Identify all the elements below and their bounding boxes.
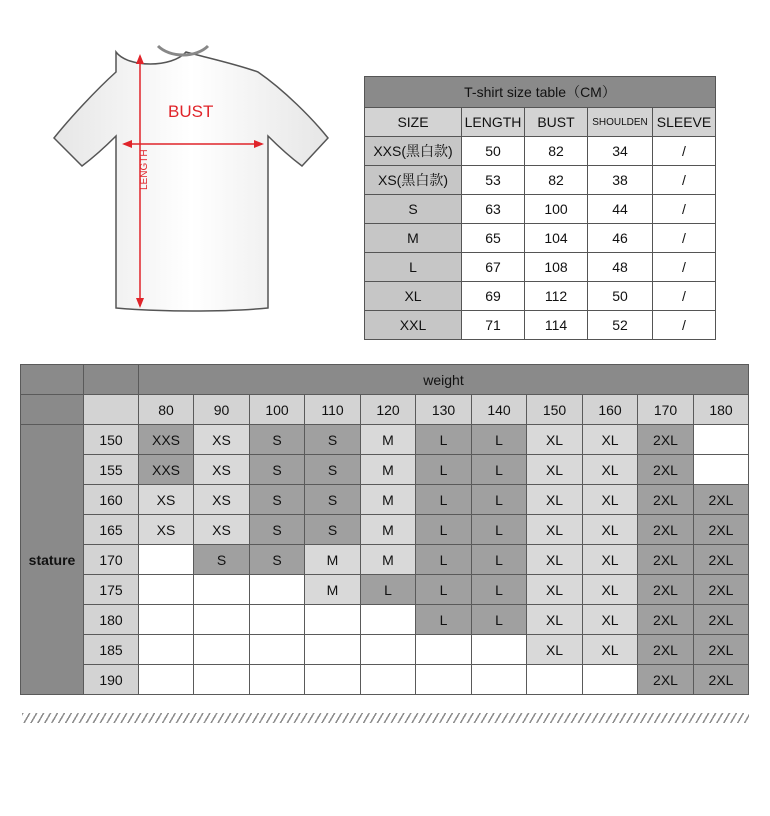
- measure-cell: /: [653, 282, 716, 311]
- grid-size-cell: L: [472, 455, 527, 485]
- grid-size-cell: [194, 605, 250, 635]
- grid-size-cell: [250, 605, 305, 635]
- weight-header-cell: 150: [527, 395, 583, 425]
- grid-size-cell: S: [250, 425, 305, 455]
- size-cell: S: [365, 195, 462, 224]
- grid-row: [21, 515, 749, 545]
- weight-header-cell: 110: [305, 395, 361, 425]
- size-cell: XS(黑白款): [365, 166, 462, 195]
- grid-size-cell: S: [194, 545, 250, 575]
- size-cell: XXL: [365, 311, 462, 340]
- measure-cell: 108: [525, 253, 588, 282]
- grid-size-cell: M: [361, 455, 416, 485]
- grid-row: [21, 455, 749, 485]
- grid-size-cell: 2XL: [638, 605, 694, 635]
- header-size: SIZE: [365, 108, 462, 137]
- grid-row: [21, 425, 749, 455]
- size-table: [364, 76, 716, 340]
- measure-cell: 71: [462, 311, 525, 340]
- grid-size-cell: [527, 665, 583, 695]
- weight-header-cell: 140: [472, 395, 527, 425]
- grid-size-cell: XL: [583, 575, 638, 605]
- size-cell: L: [365, 253, 462, 282]
- measure-cell: /: [653, 224, 716, 253]
- stature-header-cell: 165: [84, 515, 139, 545]
- grid-corner-cell: [21, 365, 84, 395]
- grid-size-cell: XL: [527, 425, 583, 455]
- measure-cell: /: [653, 195, 716, 224]
- measure-cell: 38: [588, 166, 653, 195]
- grid-size-cell: XL: [527, 515, 583, 545]
- tshirt-illustration: [40, 38, 340, 323]
- grid-size-cell: [139, 545, 194, 575]
- grid-size-cell: XL: [583, 635, 638, 665]
- grid-size-cell: 2XL: [694, 665, 749, 695]
- grid-size-cell: 2XL: [638, 575, 694, 605]
- measure-cell: 65: [462, 224, 525, 253]
- grid-size-cell: [139, 665, 194, 695]
- grid-size-cell: [472, 635, 527, 665]
- grid-size-cell: M: [305, 545, 361, 575]
- grid-size-cell: [694, 425, 749, 455]
- grid-size-cell: [416, 665, 472, 695]
- grid-size-cell: XL: [527, 455, 583, 485]
- header-bust: BUST: [525, 108, 588, 137]
- weight-stature-grid: [20, 364, 749, 695]
- length-label: LENGTH: [139, 149, 150, 190]
- grid-size-cell: XL: [583, 605, 638, 635]
- grid-size-cell: L: [472, 485, 527, 515]
- grid-size-cell: S: [305, 485, 361, 515]
- stature-header-cell: 170: [84, 545, 139, 575]
- grid-size-cell: L: [361, 575, 416, 605]
- grid-row: [21, 545, 749, 575]
- measure-cell: 34: [588, 137, 653, 166]
- grid-size-cell: XS: [194, 515, 250, 545]
- hatch-divider: [22, 713, 749, 723]
- grid-size-cell: [250, 635, 305, 665]
- grid-size-cell: 2XL: [638, 635, 694, 665]
- stature-header-cell: 160: [84, 485, 139, 515]
- measure-cell: /: [653, 311, 716, 340]
- grid-size-cell: [694, 455, 749, 485]
- grid-size-cell: XL: [583, 545, 638, 575]
- grid-size-cell: XL: [527, 575, 583, 605]
- grid-size-cell: [250, 665, 305, 695]
- grid-size-cell: L: [472, 575, 527, 605]
- measure-cell: 100: [525, 195, 588, 224]
- stature-header-cell: 180: [84, 605, 139, 635]
- grid-size-cell: 2XL: [694, 515, 749, 545]
- measure-cell: 53: [462, 166, 525, 195]
- grid-size-cell: L: [416, 515, 472, 545]
- weight-header-cell: 170: [638, 395, 694, 425]
- grid-size-cell: [139, 575, 194, 605]
- grid-size-cell: XS: [139, 485, 194, 515]
- grid-size-cell: L: [472, 425, 527, 455]
- size-cell: XXS(黑白款): [365, 137, 462, 166]
- grid-size-cell: 2XL: [638, 545, 694, 575]
- weight-header-cell: 90: [194, 395, 250, 425]
- bust-label: BUST: [168, 102, 214, 121]
- tshirt-body: [54, 52, 328, 311]
- size-table-body: [365, 137, 716, 340]
- size-table-title-row: [365, 77, 716, 108]
- tshirt-collar: [158, 46, 208, 55]
- grid-size-cell: [305, 635, 361, 665]
- size-row: [365, 311, 716, 340]
- grid-size-cell: 2XL: [638, 515, 694, 545]
- grid-size-cell: M: [361, 545, 416, 575]
- grid-size-cell: 2XL: [638, 485, 694, 515]
- grid-size-cell: [194, 665, 250, 695]
- grid-corner-cell: [84, 365, 139, 395]
- grid-size-cell: M: [361, 485, 416, 515]
- grid-size-cell: XS: [139, 515, 194, 545]
- grid-size-cell: XL: [527, 605, 583, 635]
- weight-header-cell: 120: [361, 395, 416, 425]
- grid-size-cell: 2XL: [694, 605, 749, 635]
- measure-cell: 50: [462, 137, 525, 166]
- weight-header-cell: 180: [694, 395, 749, 425]
- size-row: [365, 137, 716, 166]
- measure-cell: /: [653, 166, 716, 195]
- length-arrow-top-head: [136, 54, 144, 64]
- grid-row: [21, 635, 749, 665]
- grid-size-cell: [139, 635, 194, 665]
- grid-size-cell: L: [416, 485, 472, 515]
- stature-header-cell: 155: [84, 455, 139, 485]
- grid-size-cell: [194, 575, 250, 605]
- grid-size-cell: 2XL: [694, 545, 749, 575]
- measure-cell: /: [653, 253, 716, 282]
- grid-weight-values-row: [21, 395, 749, 425]
- measure-cell: 69: [462, 282, 525, 311]
- grid-size-cell: [361, 665, 416, 695]
- grid-size-cell: M: [361, 515, 416, 545]
- header-sleeve: SLEEVE: [653, 108, 716, 137]
- grid-size-cell: S: [305, 515, 361, 545]
- weight-header-cell: 100: [250, 395, 305, 425]
- grid-size-cell: [583, 665, 638, 695]
- grid-size-cell: L: [416, 455, 472, 485]
- grid-size-cell: L: [416, 605, 472, 635]
- grid-size-cell: [416, 635, 472, 665]
- grid-size-cell: S: [250, 545, 305, 575]
- header-shoulder: SHOULDEN: [588, 108, 653, 137]
- grid-size-cell: XL: [527, 485, 583, 515]
- size-table-header-row: [365, 108, 716, 137]
- measure-cell: /: [653, 137, 716, 166]
- grid-corner-cell: [84, 395, 139, 425]
- grid-size-cell: XS: [194, 485, 250, 515]
- grid-size-cell: [139, 605, 194, 635]
- size-row: [365, 224, 716, 253]
- size-row: [365, 282, 716, 311]
- grid-size-cell: 2XL: [694, 635, 749, 665]
- grid-body: [21, 425, 749, 695]
- grid-size-cell: [305, 605, 361, 635]
- grid-size-cell: 2XL: [638, 425, 694, 455]
- grid-size-cell: [361, 635, 416, 665]
- grid-size-cell: L: [472, 605, 527, 635]
- measure-cell: 44: [588, 195, 653, 224]
- grid-size-cell: XS: [194, 455, 250, 485]
- stature-header-cell: 175: [84, 575, 139, 605]
- size-table-title: T-shirt size table（CM）: [365, 77, 716, 108]
- size-cell: XL: [365, 282, 462, 311]
- header-length: LENGTH: [462, 108, 525, 137]
- measure-cell: 63: [462, 195, 525, 224]
- weight-header-cell: 160: [583, 395, 638, 425]
- grid-size-cell: XXS: [139, 425, 194, 455]
- grid-size-cell: [472, 665, 527, 695]
- grid-row: [21, 665, 749, 695]
- stature-header-cell: 190: [84, 665, 139, 695]
- grid-size-cell: XL: [583, 485, 638, 515]
- size-row: [365, 253, 716, 282]
- weight-header-cell: 80: [139, 395, 194, 425]
- grid-size-cell: XL: [583, 455, 638, 485]
- grid-size-cell: M: [305, 575, 361, 605]
- measure-cell: 112: [525, 282, 588, 311]
- grid-row: [21, 485, 749, 515]
- weight-label: weight: [139, 365, 749, 395]
- stature-label: stature: [21, 425, 84, 695]
- grid-size-cell: L: [416, 575, 472, 605]
- measure-cell: 82: [525, 137, 588, 166]
- grid-size-cell: S: [250, 455, 305, 485]
- grid-size-cell: [250, 575, 305, 605]
- grid-corner-cell: [21, 395, 84, 425]
- size-cell: M: [365, 224, 462, 253]
- grid-size-cell: 2XL: [694, 575, 749, 605]
- size-row: [365, 195, 716, 224]
- grid-size-cell: L: [416, 545, 472, 575]
- stature-header-cell: 150: [84, 425, 139, 455]
- grid-size-cell: M: [361, 425, 416, 455]
- grid-size-cell: L: [472, 515, 527, 545]
- measure-cell: 114: [525, 311, 588, 340]
- measure-cell: 52: [588, 311, 653, 340]
- stature-header-cell: 185: [84, 635, 139, 665]
- grid-size-cell: S: [250, 485, 305, 515]
- grid-weight-title-row: [21, 365, 749, 395]
- grid-row: [21, 575, 749, 605]
- grid-size-cell: XL: [527, 545, 583, 575]
- grid-size-cell: 2XL: [694, 485, 749, 515]
- grid-size-cell: XS: [194, 425, 250, 455]
- grid-row: [21, 605, 749, 635]
- grid-size-cell: XXS: [139, 455, 194, 485]
- weight-header-cell: 130: [416, 395, 472, 425]
- grid-size-cell: S: [305, 425, 361, 455]
- measure-cell: 67: [462, 253, 525, 282]
- measure-cell: 104: [525, 224, 588, 253]
- grid-size-cell: S: [305, 455, 361, 485]
- measure-cell: 46: [588, 224, 653, 253]
- grid-size-cell: S: [250, 515, 305, 545]
- grid-size-cell: XL: [583, 515, 638, 545]
- measure-cell: 82: [525, 166, 588, 195]
- grid-size-cell: [361, 605, 416, 635]
- grid-size-cell: [194, 635, 250, 665]
- grid-size-cell: XL: [583, 425, 638, 455]
- grid-size-cell: 2XL: [638, 455, 694, 485]
- grid-size-cell: L: [472, 545, 527, 575]
- measure-cell: 50: [588, 282, 653, 311]
- grid-size-cell: 2XL: [638, 665, 694, 695]
- grid-size-cell: XL: [527, 635, 583, 665]
- measure-cell: 48: [588, 253, 653, 282]
- grid-size-cell: [305, 665, 361, 695]
- grid-size-cell: L: [416, 425, 472, 455]
- size-row: [365, 166, 716, 195]
